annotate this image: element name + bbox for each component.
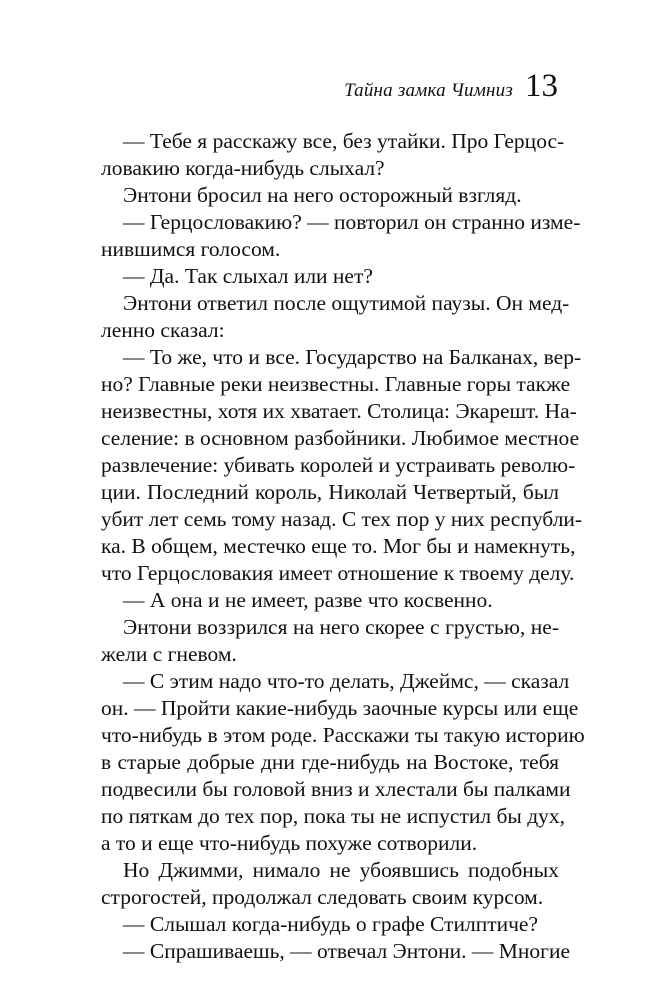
text-line: нившимся голосом. bbox=[101, 237, 281, 261]
text-line: — То же, что и все. Государство на Балканах, вер- bbox=[123, 345, 582, 369]
text-line: он. — Пройти какие-нибудь заочные курсы или еще bbox=[101, 696, 579, 720]
text-line: — Тебе я расскажу все, без утайки. Про Герцос- bbox=[123, 129, 565, 153]
text-line: — Спрашиваешь, — отвечал Энтони. — Многие bbox=[123, 939, 570, 963]
text-line: селение: в основном разбойники. Любимое местное bbox=[101, 426, 580, 450]
text-line: ции. Последний король, Николай Четвертый, был bbox=[101, 480, 559, 504]
text-line: а то и еще что-нибудь похуже сотворили. bbox=[101, 831, 478, 855]
text-line: строгостей, продолжал следовать своим курсом. bbox=[101, 885, 544, 909]
text-line: ленно сказал: bbox=[101, 318, 225, 342]
text-line: — С этим надо что-то делать, Джеймс, — сказал bbox=[123, 669, 570, 693]
text-line: по пяткам до тех пор, пока ты не испустил бы дух, bbox=[101, 804, 566, 828]
text-line: ловакию когда-нибудь слыхал? bbox=[101, 156, 385, 180]
text-line: — Герцословакию? — повторил он странно изме- bbox=[123, 210, 581, 234]
text-line: что Герцословакия имеет отношение к твоему делу. bbox=[101, 561, 575, 585]
text-line: — Да. Так слыхал или нет? bbox=[123, 264, 373, 288]
body-text bbox=[101, 128, 585, 965]
page-number: 13 bbox=[525, 68, 558, 104]
running-head bbox=[344, 70, 558, 120]
text-line: Энтони бросил на него осторожный взгляд. bbox=[123, 183, 522, 207]
text-line: — Слышал когда-нибудь о графе Стилптиче? bbox=[123, 912, 538, 936]
text-line: убит лет семь тому назад. С тех пор у них республи- bbox=[101, 507, 583, 531]
text-line: в старые добрые дни где-нибудь на Востоке, тебя bbox=[101, 750, 559, 774]
text-line: развлечение: убивать королей и устраивать револю- bbox=[101, 453, 576, 477]
text-line: но? Главные реки неизвестны. Главные горы также bbox=[101, 372, 571, 396]
running-title: Тайна замка Чимниз bbox=[344, 80, 513, 101]
text-line: — А она и не имеет, разве что косвенно. bbox=[123, 588, 493, 612]
text-line: ка. В общем, местечко еще то. Мог бы и намекнуть, bbox=[101, 534, 576, 558]
text-line: Энтони ответил после ощутимой паузы. Он мед- bbox=[123, 291, 570, 315]
text-line: жели с гневом. bbox=[101, 642, 237, 666]
text-line: Энтони воззрился на него скорее с грустью, не- bbox=[123, 615, 559, 639]
text-line: неизвестны, хотя их хватает. Столица: Экарешт. На- bbox=[101, 399, 577, 423]
text-line: Но Джимми, нимало не убоявшись подобных bbox=[123, 858, 559, 882]
text-line: что-нибудь в этом роде. Расскажи ты такую историю bbox=[101, 723, 585, 747]
text-line: подвесили бы головой вниз и хлестали бы палками bbox=[101, 777, 571, 801]
